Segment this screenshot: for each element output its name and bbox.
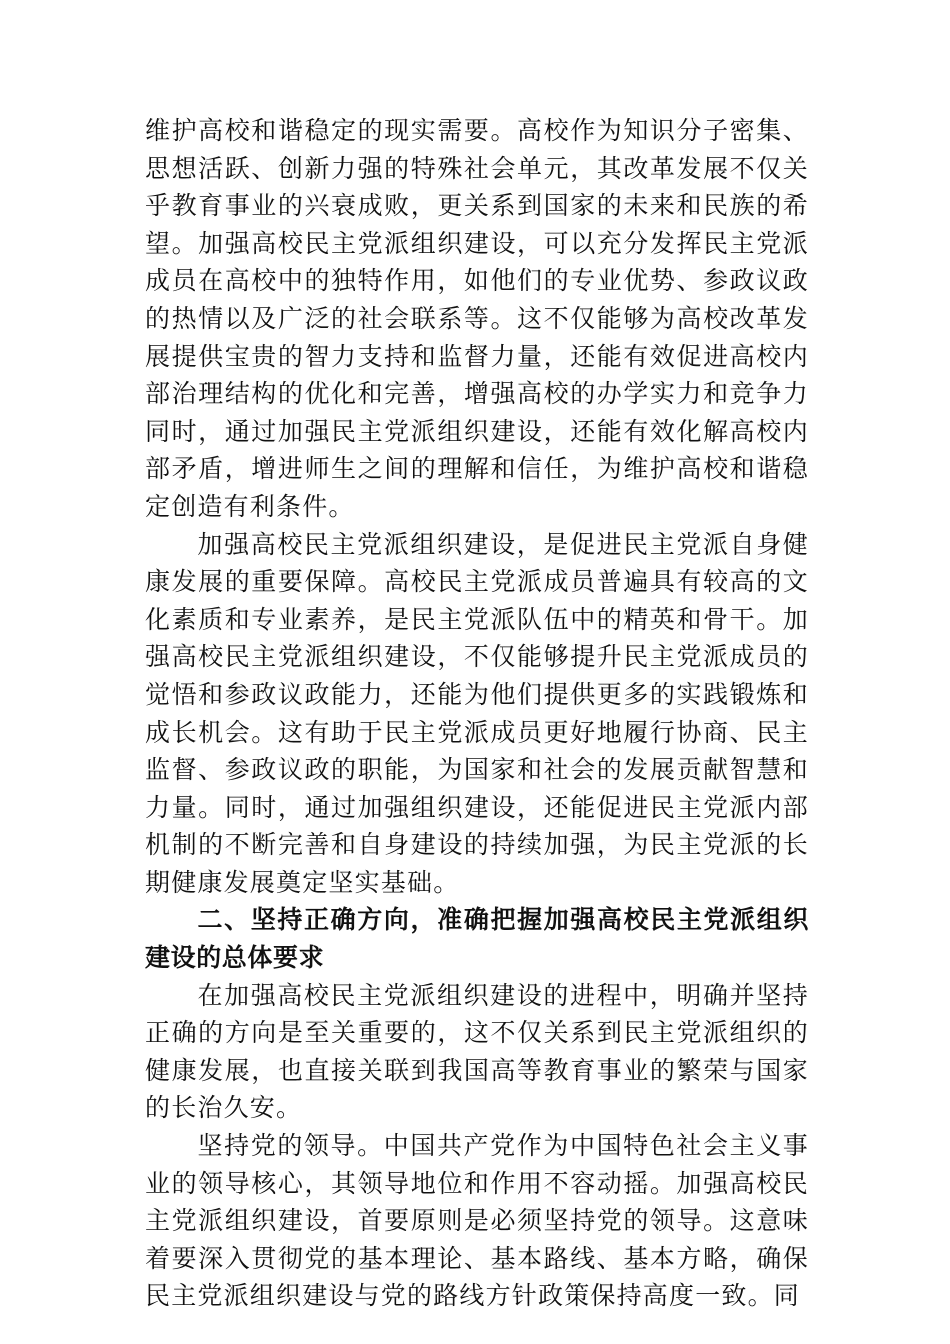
- section-heading-two: 二、坚持正确方向，准确把握加强高校民主党派组织建设的总体要求: [145, 905, 809, 973]
- document-body: [145, 112, 809, 1315]
- paragraph-party-development: 加强高校民主党派组织建设，是促进民主党派自身健康发展的重要保障。高校民主党派成员普遍具有较高的文化素质和专业素养，是民主党派队伍中的精英和骨干。加强高校民主党派组织建设，不仅能够提升民主党派成员的觉悟和参政议政能力，还能为他们提供更多的实践锻炼和成长机会。这有助于民主党派成员更好地履行协商、民主监督、参政议政的职能，为国家和社会的发展贡献智慧和力量。同时，通过加强组织建设，还能促进民主党派内部机制的不断完善和自身建设的持续加强，为民主党派的长期健康发展奠定坚实基础。: [145, 529, 809, 897]
- paragraph-correct-direction: 在加强高校民主党派组织建设的进程中，明确并坚持正确的方向是至关重要的，这不仅关系到民主党派组织的健康发展，也直接关联到我国高等教育事业的繁荣与国家的长治久安。: [145, 980, 809, 1123]
- paragraph-harmony-stability: 维护高校和谐稳定的现实需要。高校作为知识分子密集、思想活跃、创新力强的特殊社会单元，其改革发展不仅关乎教育事业的兴衰成败，更关系到国家的未来和民族的希望。加强高校民主党派组织建设，可以充分发挥民主党派成员在高校中的独特作用，如他们的专业优势、参政议政的热情以及广泛的社会联系等。这不仅能够为高校改革发展提供宝贵的智力支持和监督力量，还能有效促进高校内部治理结构的优化和完善，增强高校的办学实力和竞争力同时，通过加强民主党派组织建设，还能有效化解高校内部矛盾，增进师生之间的理解和信任，为维护高校和谐稳定创造有利条件。: [145, 116, 809, 521]
- paragraph-party-leadership: 坚持党的领导。中国共产党作为中国特色社会主义事业的领导核心，其领导地位和作用不容动摇。加强高校民主党派组织建设，首要原则是必须坚持党的领导。这意味着要深入贯彻党的基本理论、基本路线、基本方略，确保民主党派组织建设与党的路线方针政策保持高度一致。同: [145, 1131, 809, 1311]
